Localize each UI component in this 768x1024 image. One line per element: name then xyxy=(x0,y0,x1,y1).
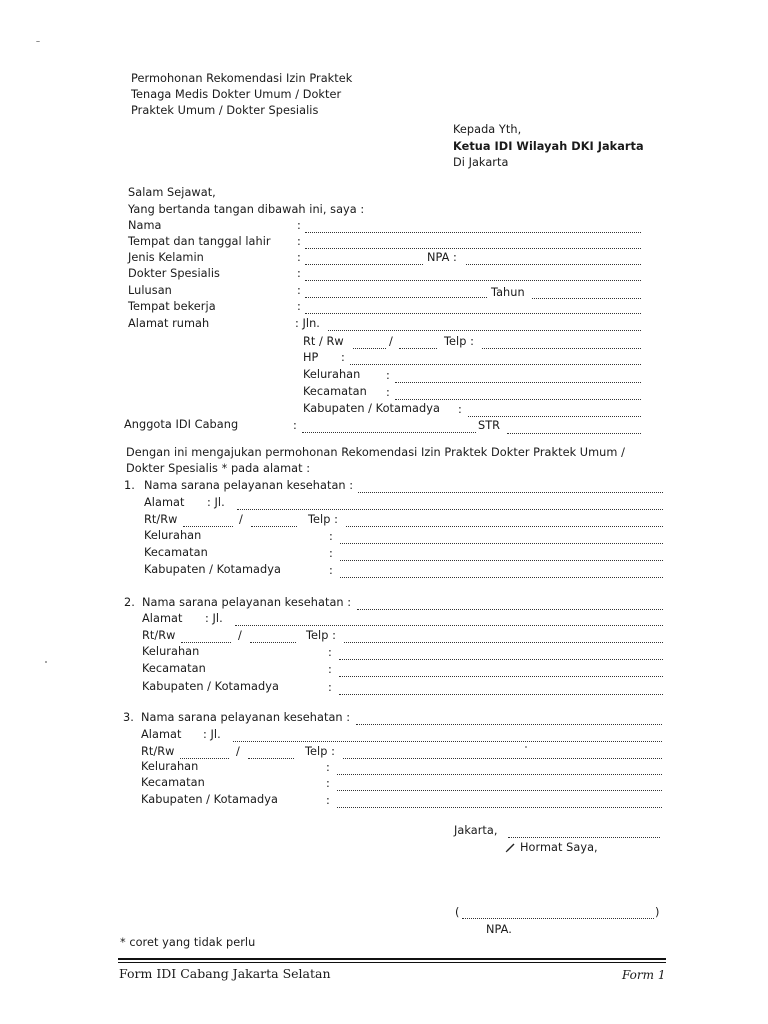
label-npa: NPA : xyxy=(427,251,457,264)
facility-3-label-slash: / xyxy=(236,745,240,758)
signature-place: Jakarta, xyxy=(454,824,498,837)
facility-2-label-jl: : Jl. xyxy=(205,612,223,625)
field-rw[interactable] xyxy=(399,336,437,349)
facility-2-label-kelurahan: Kelurahan xyxy=(142,645,200,658)
colon: : xyxy=(329,530,333,543)
facility-1-label-nama: Nama sarana pelayanan kesehatan : xyxy=(144,479,354,492)
colon: : xyxy=(326,794,330,807)
facility-2-label-telp: Telp : xyxy=(306,629,336,642)
subject-line-3: Praktek Umum / Dokter Spesialis xyxy=(131,104,319,117)
facility-3-field-kecamatan[interactable] xyxy=(337,778,662,791)
field-dokter-spesialis[interactable] xyxy=(305,268,641,281)
scan-speck xyxy=(525,746,527,748)
label-slash: / xyxy=(389,335,393,348)
label-hp: HP xyxy=(303,351,319,364)
colon: : xyxy=(458,403,462,416)
field-hp[interactable] xyxy=(350,352,641,365)
facility-1-label-telp: Telp : xyxy=(308,513,338,526)
colon: : xyxy=(297,267,301,280)
facility-2-field-nama[interactable] xyxy=(357,597,663,610)
field-kelurahan[interactable] xyxy=(395,370,641,383)
signature-npa: NPA. xyxy=(486,923,512,936)
colon: : xyxy=(326,777,330,790)
facility-2-field-jl[interactable] xyxy=(235,613,663,626)
footer-rule-thick xyxy=(118,958,666,960)
colon: : xyxy=(297,251,301,264)
facility-2-field-kecamatan[interactable] xyxy=(339,664,663,677)
addressee-greeting: Kepada Yth, xyxy=(453,123,522,136)
field-ttl[interactable] xyxy=(305,236,641,249)
facility-3-label-rt-rw: Rt/Rw xyxy=(141,745,175,758)
facility-2-label-slash: / xyxy=(238,629,242,642)
facility-1-label-kecamatan: Kecamatan xyxy=(144,546,208,559)
facility-3-field-kabupaten[interactable] xyxy=(337,795,662,808)
facility-1-label-kelurahan: Kelurahan xyxy=(144,529,202,542)
colon: : xyxy=(297,284,301,297)
colon: : xyxy=(326,761,330,774)
facility-2-number: 2. xyxy=(124,596,135,609)
field-kabupaten[interactable] xyxy=(468,404,641,417)
facility-3-field-nama[interactable] xyxy=(356,712,662,725)
field-anggota-idi[interactable] xyxy=(302,420,476,433)
facility-1-field-nama[interactable] xyxy=(358,480,663,493)
facility-3-label-kecamatan: Kecamatan xyxy=(141,776,205,789)
greeting: Salam Sejawat, xyxy=(128,186,216,199)
colon: : xyxy=(329,547,333,560)
facility-1-field-kecamatan[interactable] xyxy=(340,548,663,561)
subject-line-2: Tenaga Medis Dokter Umum / Dokter xyxy=(131,88,342,101)
field-signature-name[interactable] xyxy=(462,906,654,919)
colon: : xyxy=(341,351,345,364)
colon: : xyxy=(328,646,332,659)
facility-3-label-kabupaten: Kabupaten / Kotamadya xyxy=(141,793,278,806)
facility-1-label-slash: / xyxy=(239,513,243,526)
request-line-2: Dokter Spesialis * pada alamat : xyxy=(126,462,311,475)
colon: : xyxy=(297,219,301,232)
label-nama: Nama xyxy=(128,219,162,232)
label-rt-rw: Rt / Rw xyxy=(303,335,344,348)
field-jln[interactable] xyxy=(328,318,641,331)
label-dokter-spesialis: Dokter Spesialis xyxy=(128,267,220,280)
field-nama[interactable] xyxy=(305,220,641,233)
signature-open-paren: ( xyxy=(455,906,460,919)
colon: : xyxy=(297,235,301,248)
colon: : xyxy=(329,564,333,577)
facility-1-field-kelurahan[interactable] xyxy=(340,531,663,544)
facility-3-label-nama: Nama sarana pelayanan kesehatan : xyxy=(141,711,351,724)
facility-3-label-kelurahan: Kelurahan xyxy=(141,760,199,773)
facility-1-field-kabupaten[interactable] xyxy=(340,565,663,578)
request-line-1: Dengan ini mengajukan permohonan Rekomendasi Izin Praktek Dokter Praktek Umum / xyxy=(126,446,625,459)
facility-2-label-kecamatan: Kecamatan xyxy=(142,662,206,675)
facility-3-field-rt[interactable] xyxy=(180,746,229,759)
label-telp: Telp : xyxy=(444,335,474,348)
field-tahun[interactable] xyxy=(532,286,641,299)
facility-3-label-alamat: Alamat xyxy=(141,728,182,741)
field-str[interactable] xyxy=(507,421,641,434)
facility-3-field-telp[interactable] xyxy=(343,746,662,759)
facility-3-field-kelurahan[interactable] xyxy=(337,762,662,775)
label-kecamatan: Kecamatan xyxy=(303,385,367,398)
facility-2-label-alamat: Alamat xyxy=(142,612,183,625)
label-kabupaten: Kabupaten / Kotamadya xyxy=(303,402,440,415)
facility-1-field-rw[interactable] xyxy=(251,514,297,527)
signature-close-paren: ) xyxy=(655,906,660,919)
facility-2-field-rt[interactable] xyxy=(181,630,231,643)
field-telp[interactable] xyxy=(482,336,641,349)
facility-3-label-jl: : Jl. xyxy=(203,728,221,741)
label-tempat-bekerja: Tempat bekerja xyxy=(128,300,216,313)
facility-2-field-telp[interactable] xyxy=(344,630,663,643)
label-kelurahan: Kelurahan xyxy=(303,368,361,381)
facility-1-field-rt[interactable] xyxy=(183,514,233,527)
colon: : xyxy=(328,681,332,694)
field-kecamatan[interactable] xyxy=(395,387,641,400)
colon: : xyxy=(386,386,390,399)
field-jenis-kelamin[interactable] xyxy=(305,252,423,265)
footnote: * coret yang tidak perlu xyxy=(120,936,256,949)
facility-1-label-rt-rw: Rt/Rw xyxy=(144,513,178,526)
statement: Yang bertanda tangan dibawah ini, saya : xyxy=(128,203,365,216)
facility-1-field-telp[interactable] xyxy=(346,514,663,527)
facility-1-field-jl[interactable] xyxy=(237,497,663,510)
facility-3-label-telp: Telp : xyxy=(305,745,335,758)
footer-form-number: Form 1 xyxy=(622,968,666,982)
label-alamat-rumah: Alamat rumah xyxy=(128,317,210,330)
scan-speck xyxy=(45,661,47,663)
facility-2-label-nama: Nama sarana pelayanan kesehatan : xyxy=(142,596,352,609)
label-str: STR xyxy=(478,419,501,432)
footer-rule-thin xyxy=(118,962,666,963)
label-jln: : Jln. xyxy=(295,317,320,330)
addressee-title: Ketua IDI Wilayah DKI Jakarta xyxy=(453,140,644,153)
subject-line-1: Permohonan Rekomendasi Izin Praktek xyxy=(131,72,353,85)
facility-1-label-alamat: Alamat xyxy=(144,496,185,509)
facility-2-field-kelurahan[interactable] xyxy=(339,647,663,660)
colon: : xyxy=(328,663,332,676)
colon: : xyxy=(297,300,301,313)
facility-1-label-kabupaten: Kabupaten / Kotamadya xyxy=(144,563,281,576)
label-jenis-kelamin: Jenis Kelamin xyxy=(128,251,204,264)
scan-speck xyxy=(36,41,40,42)
addressee-location: Di Jakarta xyxy=(453,156,509,169)
facility-3-number: 3. xyxy=(123,711,134,724)
signature-closing: Hormat Saya, xyxy=(520,841,598,854)
facility-2-field-rw[interactable] xyxy=(250,630,296,643)
facility-2-field-kabupaten[interactable] xyxy=(339,682,663,695)
colon: : xyxy=(386,369,390,382)
facility-3-field-rw[interactable] xyxy=(248,746,294,759)
facility-1-label-jl: : Jl. xyxy=(207,496,225,509)
label-lulusan: Lulusan xyxy=(128,284,172,297)
facility-1-number: 1. xyxy=(124,479,135,492)
label-anggota-idi: Anggota IDI Cabang xyxy=(124,418,239,431)
facility-3-field-jl[interactable] xyxy=(233,729,662,742)
field-rt[interactable] xyxy=(353,336,386,349)
field-npa[interactable] xyxy=(466,252,641,265)
label-ttl: Tempat dan tanggal lahir xyxy=(128,235,271,248)
field-date[interactable] xyxy=(508,825,660,838)
field-tempat-bekerja[interactable] xyxy=(305,301,641,314)
footer-form-name: Form IDI Cabang Jakarta Selatan xyxy=(119,966,331,981)
facility-2-label-kabupaten: Kabupaten / Kotamadya xyxy=(142,680,279,693)
pen-mark-icon xyxy=(505,841,517,853)
label-tahun: Tahun xyxy=(491,286,525,299)
colon: : xyxy=(293,419,297,432)
facility-2-label-rt-rw: Rt/Rw xyxy=(142,629,176,642)
field-lulusan[interactable] xyxy=(305,285,487,298)
